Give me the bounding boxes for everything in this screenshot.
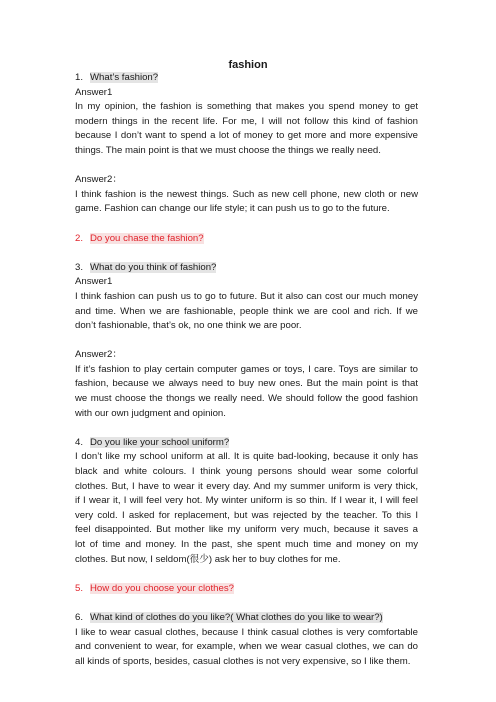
answer-line: if I wear it, I will feel very hot. My winter uniform is so thin. If I wear it, I will feel xyxy=(75,495,418,507)
answer-label: Answer1 xyxy=(75,86,113,98)
answer-line: with our own judgment and opinion. xyxy=(75,407,226,419)
question-text: Do you like your school uniform? xyxy=(90,436,230,448)
answer-line: black and white colours. I think young persons should wear some colorful xyxy=(75,466,418,478)
question-1 xyxy=(75,71,418,86)
answer-line: all kinds of sports, besides, casual clothes is not very expensive, so I like them. xyxy=(75,655,411,667)
answer-line: If it’s fashion to play certain computer games or toys, I care. Toys are similar to xyxy=(75,363,418,375)
question-4 xyxy=(75,436,418,451)
answer-label: Answer2： xyxy=(75,174,122,186)
answer-line: lot of time and money. In the past, she spent much time and money on my xyxy=(75,539,418,550)
question-3 xyxy=(75,261,418,276)
question-number: 2. xyxy=(75,232,84,244)
answer-label: Answer2： xyxy=(75,349,122,361)
answer-line: I think fashion can push us to go to future. But it also can cost our much money xyxy=(75,290,418,302)
spacer xyxy=(75,596,418,611)
question-text: What’s fashion? xyxy=(90,72,159,83)
answer-line: game. Fashion can change our life style; it can push us to go to the future. xyxy=(75,203,390,215)
answer-line: things. The main point is that we must choose the things we really need. xyxy=(75,144,381,156)
spacer xyxy=(75,567,418,582)
question-text: Do you chase the fashion? xyxy=(90,232,204,244)
question-text: What kind of clothes do you like?( What clothes do you like to wear?) xyxy=(90,611,383,623)
spacer xyxy=(75,246,418,261)
question-number: 6. xyxy=(75,611,84,623)
question-number: 4. xyxy=(75,436,84,448)
answer-line: clothes. But now, I seldom(很少) ask her to buy clothes for me. xyxy=(75,553,341,565)
spacer xyxy=(75,334,418,349)
answer-line: modern things in the recent life. For me, I will not follow this kind of fashion xyxy=(75,115,418,127)
question-text: How do you choose your clothes? xyxy=(90,582,234,594)
spacer xyxy=(75,217,418,232)
spacer xyxy=(75,159,418,174)
answer-line: In my opinion, the fashion is something that makes you spend money to get xyxy=(75,101,418,113)
document-title: fashion xyxy=(228,59,268,71)
spacer xyxy=(75,421,418,436)
answer-line: because I don’t want to spend a lot of money to get more and more expensive xyxy=(75,130,418,142)
answer-line: I think fashion is the newest things. Such as new cell phone, new cloth or new xyxy=(75,188,418,200)
answer-line: clothes. But, I have to wear it every day. And my summer uniform is very thick, xyxy=(75,480,418,492)
question-2 xyxy=(75,232,418,247)
question-text: What do you think of fashion? xyxy=(90,261,217,273)
answer-line: and convenient to wear, for example, when we wear casual clothes, we can do xyxy=(75,641,418,653)
question-number: 3. xyxy=(75,261,84,273)
question-5 xyxy=(75,582,418,597)
answer-line: don’t fashionable, that’s ok, no one think we are poor. xyxy=(75,320,302,332)
answer-line: very cold. I asked for replacement, but was rejected by the teacher. To this I xyxy=(75,509,418,521)
answer-line: I don’t like my school uniform at all. It is quite bad-looking, because it only has xyxy=(75,451,418,463)
answer-line: and time. When we are fashionable, people think we are cool and rich. If we xyxy=(75,305,418,317)
answer-line: fashion, because we always need to buy new ones. But the main point is that xyxy=(75,378,418,390)
answer-line: we must choose the thongs we really need. We should follow the good fashion xyxy=(75,393,418,405)
question-number: 5. xyxy=(75,582,84,594)
answer-line: I like to wear casual clothes, because I think casual clothes is very comfortable xyxy=(75,626,418,638)
question-6 xyxy=(75,611,418,626)
answer-line: feel disappointed. But mother like my uniform very much, because it saves a xyxy=(75,524,418,536)
document-body xyxy=(75,71,418,669)
question-number: 1. xyxy=(75,72,84,83)
answer-label: Answer1 xyxy=(75,276,113,288)
